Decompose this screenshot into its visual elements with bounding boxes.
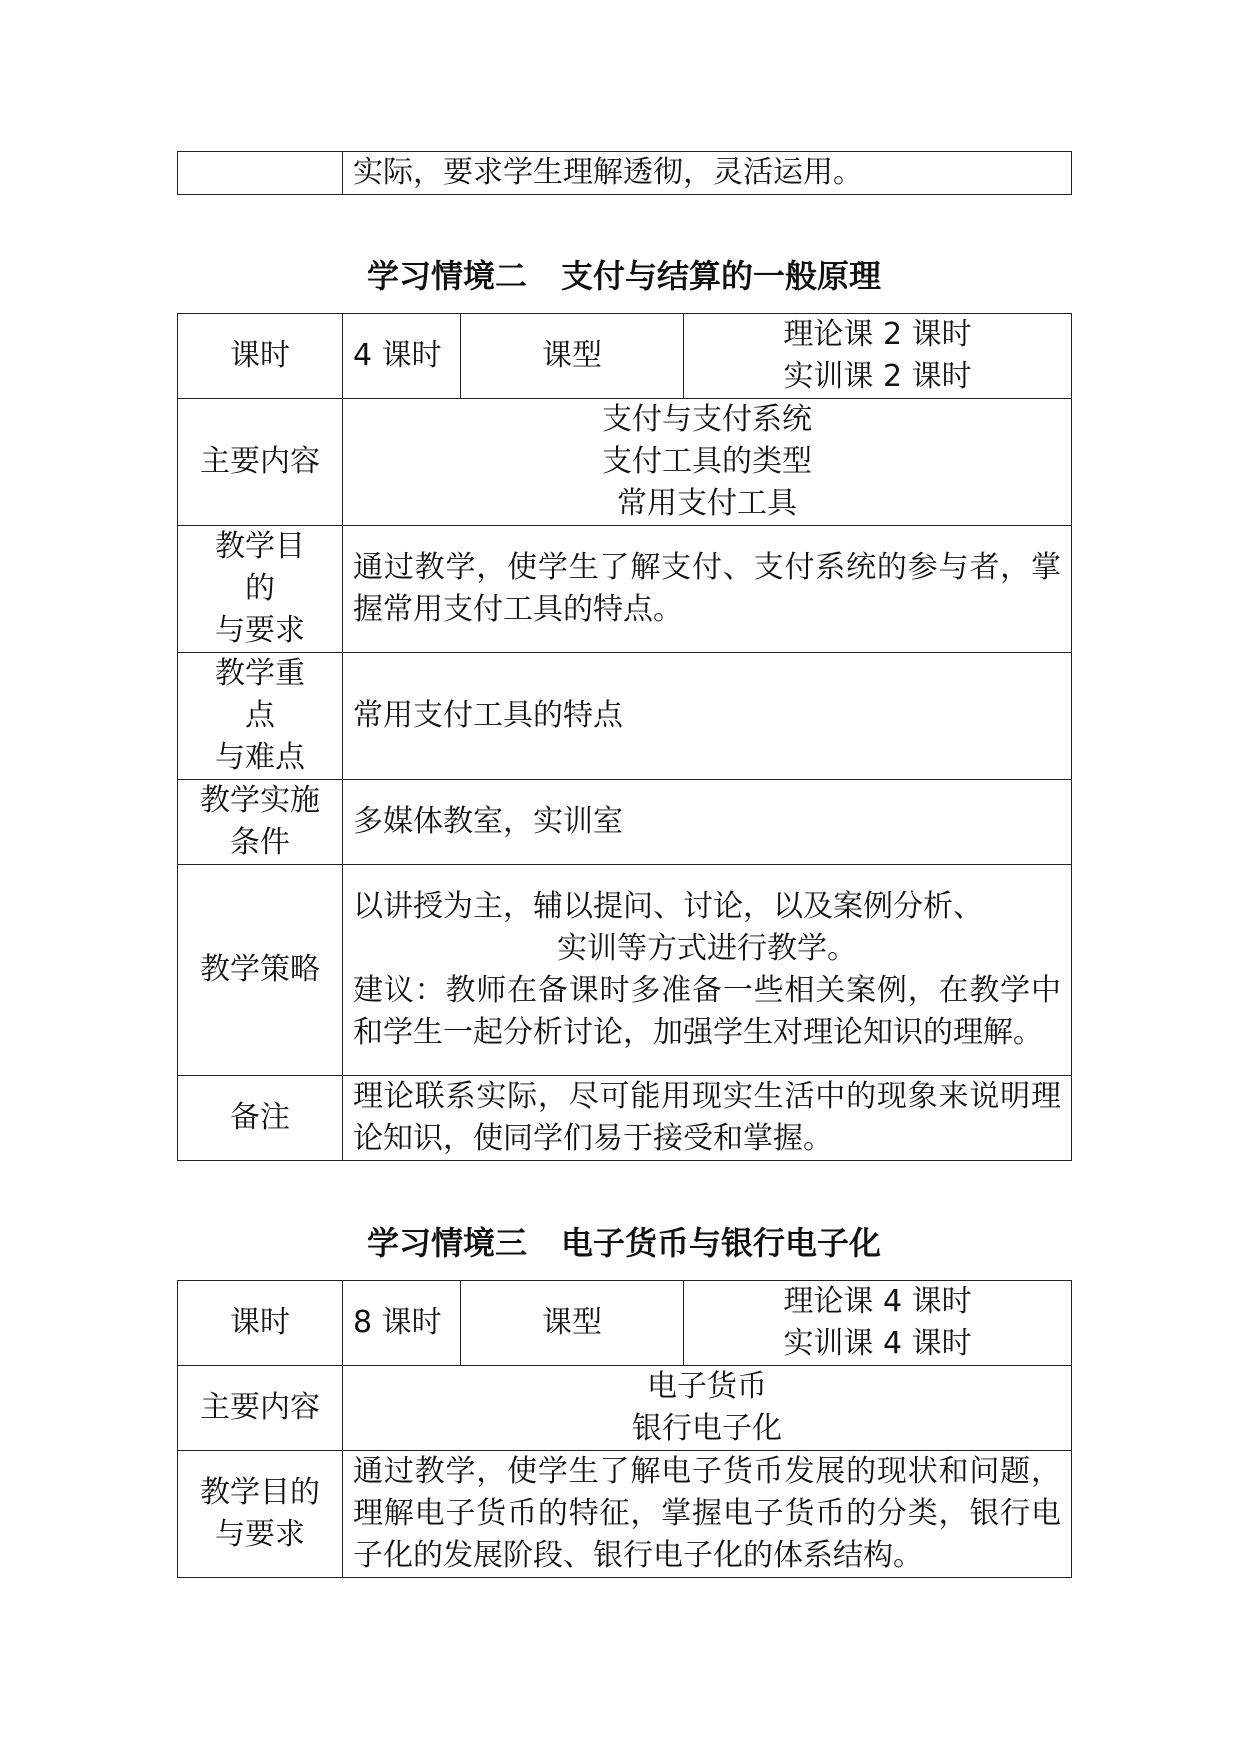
section-3-name: 电子货币与银行电子化	[561, 1224, 882, 1262]
goal-text: 通过教学，使学生了解支付、支付系统的参与者，掌握常用支付工具的特点。	[343, 526, 1072, 653]
fragment-text: 实际，要求学生理解透彻，灵活运用。	[343, 152, 1072, 195]
key-points-text: 常用支付工具的特点	[343, 653, 1072, 780]
type-line-theory: 理论课 4 课时	[783, 1284, 972, 1319]
content-label: 主要内容	[178, 399, 343, 526]
strategy-line: 以讲授为主，辅以提问、讨论，以及案例分析、	[353, 889, 983, 924]
goal-label-line: 与要求	[215, 613, 305, 648]
type-value	[684, 314, 1072, 399]
section-3-number: 学习情境三	[366, 1224, 527, 1262]
note-text: 理论联系实际，尽可能用现实生活中的现象来说明理论知识，使同学们易于接受和掌握。	[343, 1076, 1072, 1161]
type-value	[684, 1281, 1072, 1366]
type-label: 课型	[461, 1281, 684, 1366]
content-line: 支付与支付系统	[602, 402, 812, 437]
section-2-title	[177, 256, 1071, 296]
strategy-label: 教学策略	[178, 865, 343, 1076]
key-label-line: 教学重	[215, 656, 305, 691]
section-3-title	[177, 1223, 1071, 1263]
content-line: 常用支付工具	[617, 486, 797, 521]
key-points-label	[178, 653, 343, 780]
type-line-practice: 实训课 2 课时	[783, 359, 972, 394]
content-line: 支付工具的类型	[602, 444, 812, 479]
goal-label-line: 教学目	[215, 529, 305, 564]
section-2-name: 支付与结算的一般原理	[561, 257, 882, 295]
section-2-table	[177, 313, 1072, 1161]
goal-label-line: 教学目的	[200, 1475, 320, 1510]
type-label: 课型	[461, 314, 684, 399]
hours-value: 8 课时	[343, 1281, 461, 1366]
type-line-practice: 实训课 4 课时	[783, 1326, 972, 1361]
note-label: 备注	[178, 1076, 343, 1161]
strategy-suggestion: 建议：教师在备课时多准备一些相关案例，在教学中和学生一起分析讨论，加强学生对理论知识的理解。	[353, 973, 1061, 1050]
key-label-line: 与难点	[215, 740, 305, 775]
key-label-line: 点	[245, 698, 275, 733]
cond-label-line: 条件	[230, 825, 290, 860]
empty-label-cell	[178, 152, 343, 195]
content-line: 银行电子化	[632, 1411, 782, 1446]
conditions-text: 多媒体教室，实训室	[343, 780, 1072, 865]
strategy-line: 实训等方式进行教学。	[557, 931, 857, 966]
top-fragment-table	[177, 151, 1072, 195]
goal-text: 通过教学，使学生了解电子货币发展的现状和问题，理解电子货币的特征，掌握电子货币的分类，银行电子化的发展阶段、银行电子化的体系结构。	[343, 1451, 1072, 1578]
content-value	[343, 1366, 1072, 1451]
section-3-table	[177, 1280, 1072, 1578]
goal-label	[178, 1451, 343, 1578]
cond-label-line: 教学实施	[200, 783, 320, 818]
goal-label	[178, 526, 343, 653]
strategy-text	[343, 865, 1072, 1076]
section-2-number: 学习情境二	[366, 257, 527, 295]
conditions-label	[178, 780, 343, 865]
content-value	[343, 399, 1072, 526]
content-line: 电子货币	[647, 1369, 767, 1404]
goal-label-line: 的	[245, 571, 275, 606]
goal-label-line: 与要求	[215, 1517, 305, 1552]
hours-label: 课时	[178, 1281, 343, 1366]
hours-label: 课时	[178, 314, 343, 399]
type-line-theory: 理论课 2 课时	[783, 317, 972, 352]
content-label: 主要内容	[178, 1366, 343, 1451]
hours-value: 4 课时	[343, 314, 461, 399]
